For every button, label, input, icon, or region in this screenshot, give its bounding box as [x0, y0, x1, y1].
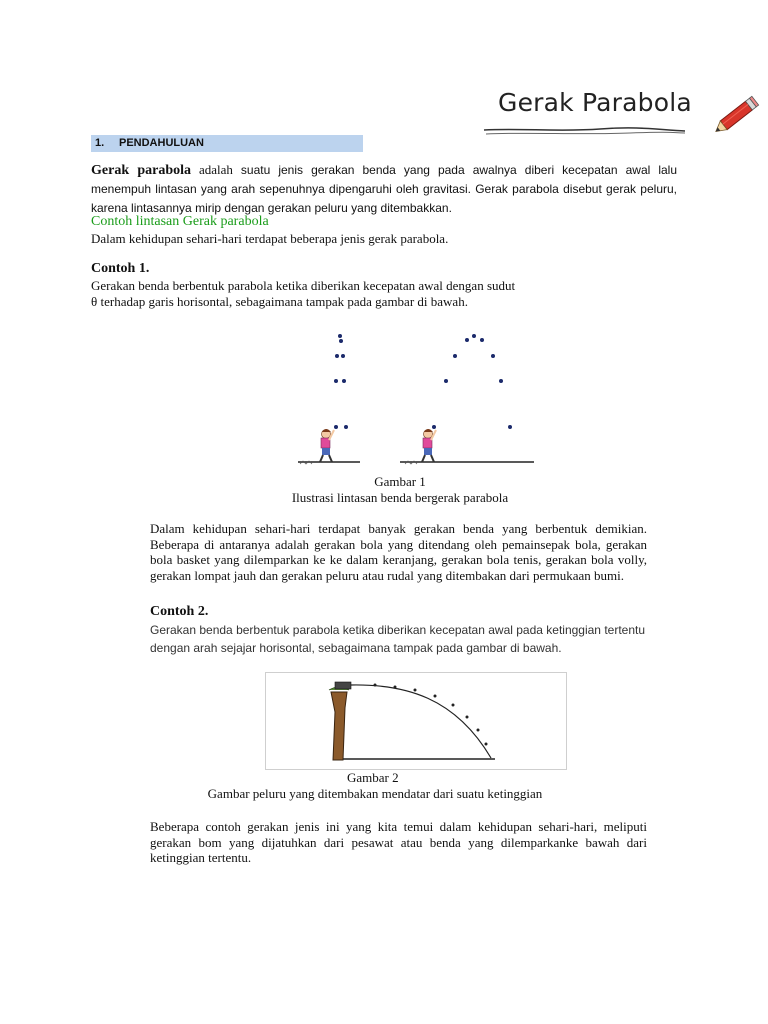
figure1-thrower-left	[320, 429, 334, 462]
example1-heading: Contoh 1.	[91, 261, 150, 276]
intro-text-serif: adalah	[191, 162, 233, 177]
section-heading	[91, 135, 363, 152]
intro-term: Gerak parabola	[91, 163, 191, 178]
paragraph-other-examples: Beberapa contoh gerakan jenis ini yang kita temui dalam kehidupan sehari-hari, meliputi gerakan bom yang dijatuhkan dari pesawat atau benda yang dilemparkanke bawah dari ketinggian tertentu.	[150, 819, 647, 866]
figure1-caption-text: Ilustrasi lintasan benda bergerak parabola	[291, 490, 509, 505]
example1-line2: θ terhadap garis horisontal, sebagaimana tampak pada gambar di bawah.	[91, 294, 468, 309]
title-underline-decoration	[480, 118, 690, 138]
page-title: Gerak Parabola	[498, 88, 692, 117]
figure1-left-trajectory-dots	[334, 334, 348, 429]
section-number: 1.	[95, 137, 105, 149]
intro-paragraph	[91, 160, 677, 218]
figure1-right-trajectory-dots	[432, 334, 512, 429]
examples-intro: Dalam kehidupan sehari-hari terdapat beberapa jenis gerak parabola.	[91, 231, 449, 246]
figure2-caption-text: Gambar peluru yang ditembakan mendatar dari suatu ketinggian	[207, 786, 543, 801]
figure2-illustration	[265, 672, 567, 770]
figure2-cannon	[335, 682, 351, 689]
pencil-icon	[716, 90, 762, 138]
figure1-illustration	[290, 328, 540, 470]
paragraph-examples: Dalam kehidupan sehari-hari terdapat banyak gerakan benda yang berbentuk demikian. Beberapa di antaranya adalah gerakan bola yang ditendang oleh pemainsepak bola, gerakan bola basket yang dilemparkan ke ke dalam keranjang, gerakan bola tenis, gerakan bola volly, gerakan lompat jauh dan gerakan peluru atau rudal yang ditembakan dari permukaan bumi.	[150, 521, 647, 583]
intro-text: suatu jenis gerakan benda yang pada awalnya diberi kecepatan awal lalu menempuh lintasan yang arah sepenuhnya dipengaruhi oleh gravitasi. Gerak parabola disebut gerak peluru, karena lintasannya mirip dengan gerakan peluru yang ditembakkan.	[91, 163, 678, 215]
example2-text: Gerakan benda berbentuk parabola ketika diberikan kecepatan awal pada ketinggian tertentu dengan arah sejajar horisontal, sebagaimana tampak pada gambar di bawah.	[150, 623, 646, 655]
examples-link[interactable]: Contoh lintasan Gerak parabola	[91, 214, 269, 229]
example1-line1: Gerakan benda berbentuk parabola ketika diberikan kecepatan awal dengan sudut	[91, 278, 516, 293]
example2-heading: Contoh 2.	[150, 604, 209, 619]
figure1-caption-number: Gambar 1	[374, 474, 426, 489]
figure1-thrower-right	[422, 429, 436, 462]
section-label: PENDAHULUAN	[119, 137, 204, 149]
figure2-caption-number: Gambar 2	[347, 770, 399, 785]
